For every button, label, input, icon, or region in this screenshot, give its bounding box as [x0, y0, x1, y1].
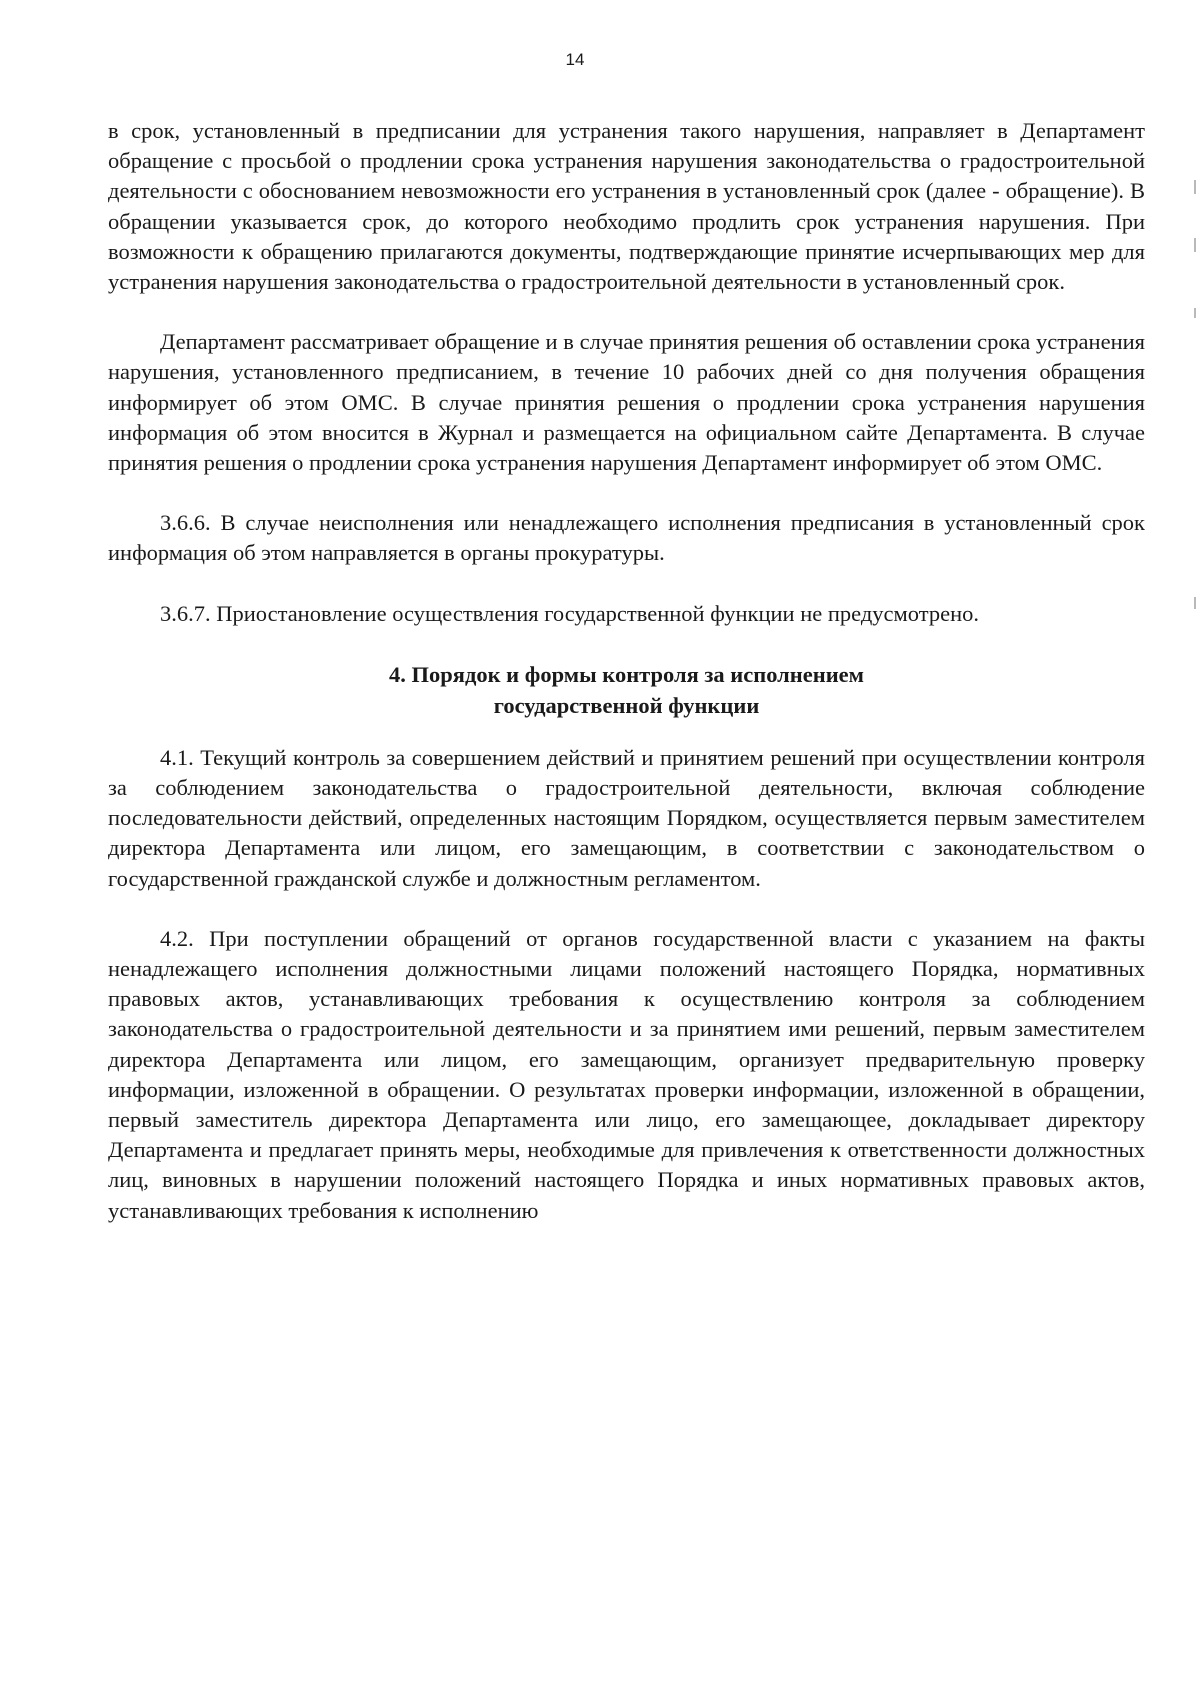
scan-artifact	[1194, 308, 1196, 318]
document-body	[108, 116, 1145, 1226]
section-heading	[108, 659, 1145, 721]
paragraph-4-2: 4.2. При поступлении обращений от органов государственной власти с указанием на факты ненадлежащего исполнения должностными лицами положений настоящего Порядка, нормативных правовых актов, устанавливающих требования к осуществлению контроля за соблюдением законодательства о градостроительной деятельности и за принятием ими решений, первым заместителем директора Департамента или лицом, его замещающим, организует предварительную проверку информации, изложенной в обращении. О результатах проверки информации, изложенной в обращении, первый заместитель директора Департамента или лицо, его замещающее, докладывает директору Департамента и предлагает принять меры, необходимые для привлечения к ответственности должностных лиц, виновных в нарушении положений настоящего Порядка и иных нормативных правовых актов, устанавливающих требования к исполнению	[108, 925, 1145, 1223]
paragraph-department-review: Департамент рассматривает обращение и в случае принятия решения об оставлении срока устранения нарушения, установленного предписанием, в течение 10 рабочих дней со дня получения обращения информирует об этом ОМС. В случае принятия решения о продлении срока устранения нарушения информация об этом вносится в Журнал и размещается на официальном сайте Департамента. В случае принятия решения о продлении срока устранения нарушения Департамент информирует об этом ОМС.	[108, 329, 1145, 476]
page-number: 14	[565, 50, 585, 69]
paragraph-3-6-6: 3.6.6. В случае неисполнения или ненадлежащего исполнения предписания в установленный срок информация об этом направляется в органы прокуратуры.	[108, 510, 1145, 566]
scan-artifact	[1194, 238, 1196, 252]
scan-artifact	[1194, 180, 1196, 194]
paragraph-3-6-7: 3.6.7. Приостановление осуществления государственной функции не предусмотрено.	[160, 600, 979, 626]
section-heading-line-2: государственной функции	[493, 692, 760, 718]
scan-artifact	[1194, 597, 1196, 609]
paragraph-continuation: в срок, установленный в предписании для устранения такого нарушения, направляет в Департамент обращение с просьбой о продлении срока устранения нарушения законодательства о градостроительной деятельности с обоснованием невозможности его устранения в установленный срок (далее - обращение). В обращении указывается срок, до которого необходимо продлить срок устранения нарушения. При возможности к обращению прилагаются документы, подтверждающие принятие исчерпывающих мер для устранения нарушения законодательства о градостроительной деятельности в установленный срок.	[108, 118, 1145, 295]
paragraph-4-1: 4.1. Текущий контроль за совершением действий и принятием решений при осуществлении контроля за соблюдением законодательства о градостроительной деятельности, включая соблюдение последовательности действий, определенных настоящим Порядком, осуществляется первым заместителем директора Департамента или лицом, его замещающим, в соответствии с законодательством о государственной гражданской службе и должностным регламентом.	[108, 744, 1145, 891]
section-heading-line-1: 4. Порядок и формы контроля за исполнением	[389, 661, 864, 687]
